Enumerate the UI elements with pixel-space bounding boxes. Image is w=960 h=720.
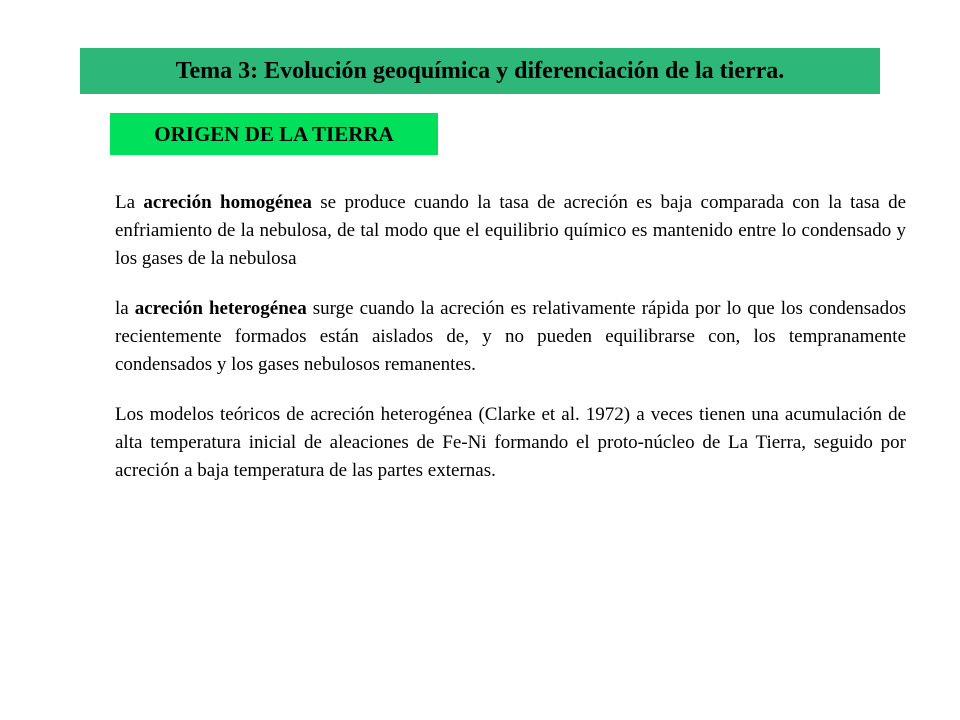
- paragraph-1-term: acreción homogénea: [143, 192, 312, 213]
- paragraph-theoretical-models: [115, 401, 906, 485]
- section-label: ORIGEN DE LA TIERRA: [154, 121, 394, 146]
- title-banner: [80, 48, 880, 94]
- paragraph-2-pre: la: [115, 298, 135, 319]
- paragraph-2-post: surge cuando la acreción es relativamente rápida por lo que los condensados recientemente formados están aislados de, y no pueden equilibrarse con, los tempranamente condensados y los gases nebulosos remanentes.: [115, 298, 906, 375]
- paragraph-1-pre: La: [115, 192, 144, 213]
- page-title: Tema 3: Evolución geoquímica y diferenciación de la tierra.: [175, 57, 785, 84]
- paragraph-homogeneous-accretion: [115, 189, 906, 273]
- paragraph-1-post: se produce cuando la tasa de acreción es baja comparada con la tasa de enfriamiento de la nebulosa, de tal modo que el equilibrio químico es mantenido entre lo condensado y los gases de la nebulosa: [115, 192, 907, 269]
- paragraph-heterogeneous-accretion: [115, 295, 906, 379]
- body-content: [115, 189, 906, 507]
- paragraph-2-term: acreción heterogénea: [134, 298, 307, 319]
- section-label-box: [110, 113, 438, 155]
- paragraph-3-pre: Los modelos teóricos de acreción heterogénea (Clarke et al. 1972) a veces tienen una acumulación de alta temperatura inicial de aleaciones de Fe-Ni formando el proto-núcleo de La Tierra, seguido por acreción a baja temperatura de las partes externas.: [115, 404, 906, 481]
